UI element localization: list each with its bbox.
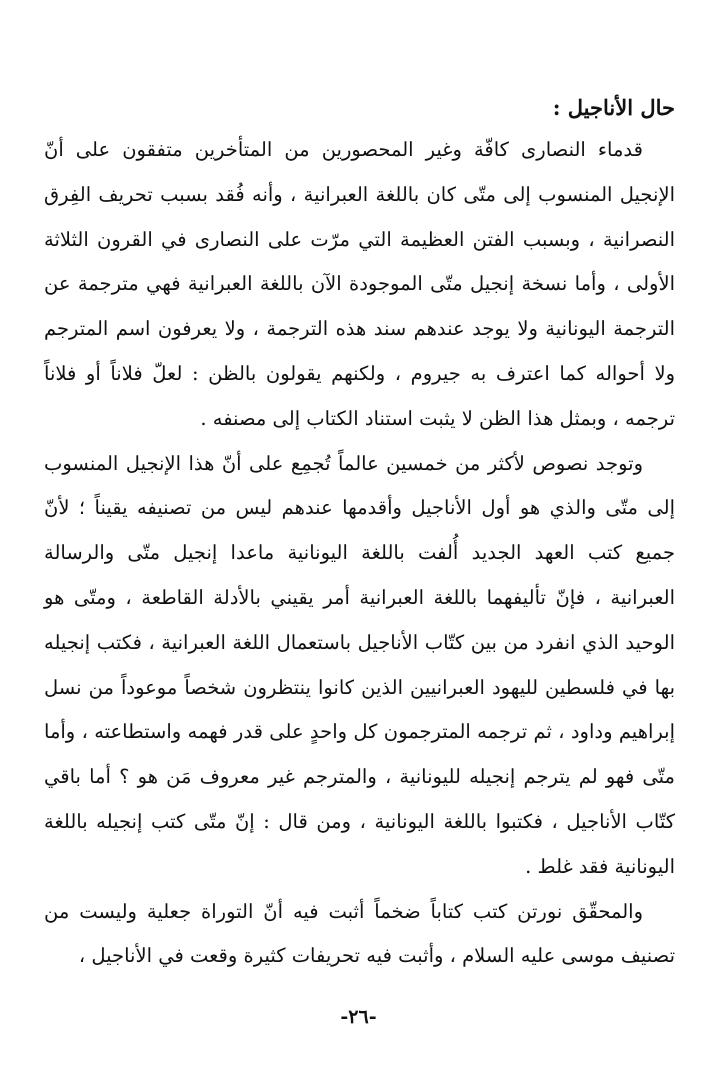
page-number: -٢٦- xyxy=(340,1006,377,1028)
paragraph-3: والمحقّق نورتن كتب كتاباً ضخماً أثبت فيه أنّ التوراة جعلية وليست من تصنيف موسى عليه السلام ، وأثبت فيه تحريفات كثيرة وقعت في الأناجيل ، xyxy=(44,899,675,968)
paragraph-1: قدماء النصارى كافّة وغير المحصورين من المتأخرين متفقون على أنّ الإنجيل المنسوب إلى متّى كان باللغة العبرانية ، وأنه فُقد بسبب تحريف الفِرق النصرانية ، وبسبب الفتن العظيمة التي مرّت على النصارى في القرون الثلاثة الأولى ، وأما نسخة إنجيل متّى الموجودة الآن باللغة العبرانية فهي مترجمة عن الترجمة اليونانية ولا يوجد عندهم سند هذه الترجمة ، ولا يعرفون اسم المترجم ولا أحواله كما اعترف به جيروم ، ولكنهم يقولون بالظن : لعلّ فلاناً أو فلاناً ترجمه ، وبمثل هذا الظن لا يثبت استناد الكتاب إلى مصنفه . xyxy=(44,138,675,430)
body-text xyxy=(44,88,675,979)
paragraph-2: وتوجد نصوص لأكثر من خمسين عالماً تُجمِع على أنّ هذا الإنجيل المنسوب إلى متّى والذي هو أول الأناجيل وأقدمها عندهم ليس من تصنيفه يقيناً ؛ لأنّ جميع كتب العهد الجديد أُلفت باللغة اليونانية ماعدا إنجيل متّى والرسالة العبرانية ، فإنّ تأليفهما باللغة العبرانية أمر يقيني بالأدلة القاطعة ، ومتّى هو الوحيد الذي انفرد من بين كتّاب الأناجيل باستعمال اللغة العبرانية ، فكتب إنجيله بها في فلسطين لليهود العبرانيين الذين كانوا ينتظرون شخصاً موعوداً من نسل إبراهيم وداود ، ثم ترجمه المترجمون كل واحدٍ على قدر فهمه واستطاعته ، وأما متّى فهو لم يترجم إنجيله لليونانية ، والمترجم غير معروف مَن هو ؟ أما باقي كتّاب الأناجيل ، فكتبوا باللغة اليونانية ، ومن قال : إنّ متّى كتب إنجيله باللغة اليونانية فقد غلط . xyxy=(44,451,675,878)
section-heading: حال الأناجيل : xyxy=(552,95,675,120)
